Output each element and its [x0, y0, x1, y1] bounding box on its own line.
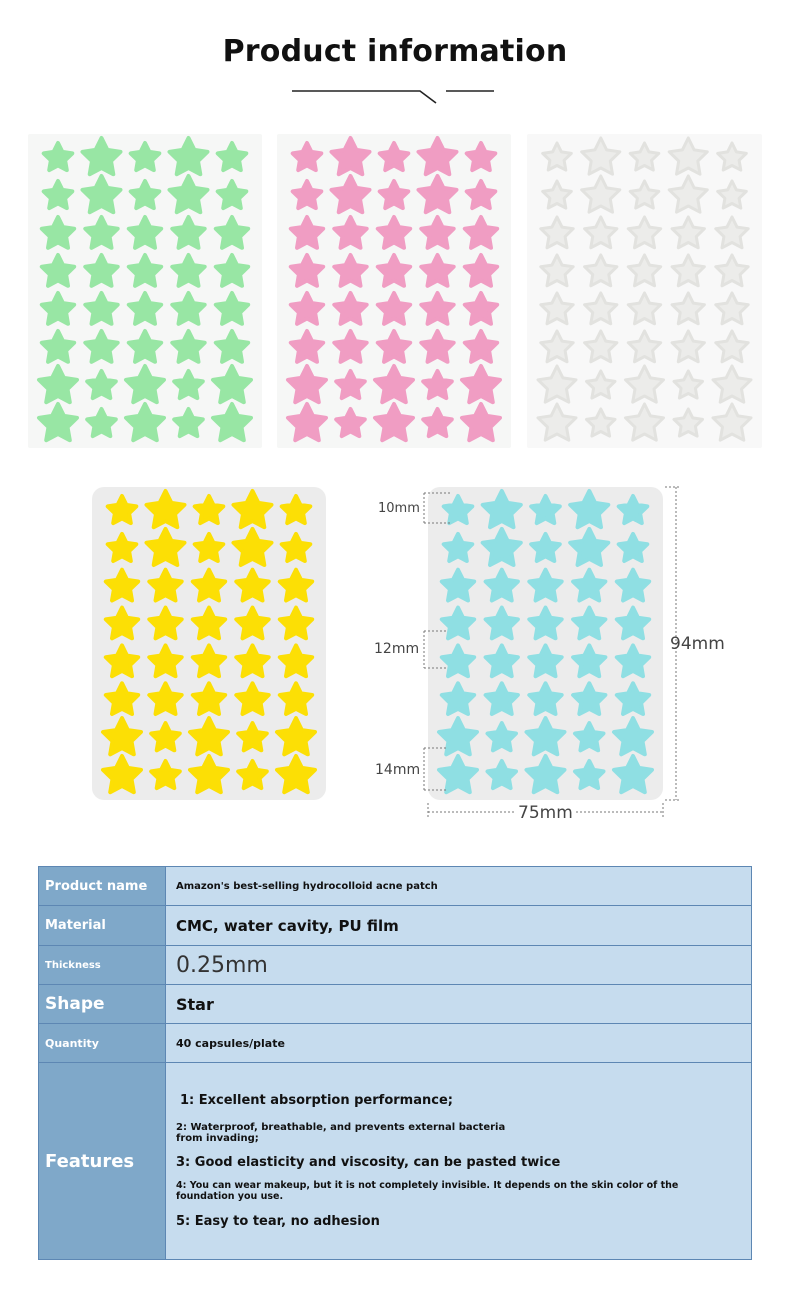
star-sticker: [147, 529, 185, 565]
star-sticker: [716, 331, 748, 362]
star-sticker: [39, 404, 77, 440]
star-sticker: [149, 683, 181, 714]
star-sticker: [193, 570, 225, 601]
star-sticker: [421, 255, 453, 286]
star-sticker: [131, 181, 160, 208]
blue-star-sheet: [428, 487, 663, 800]
star-sticker: [543, 181, 572, 208]
star-sticker: [83, 138, 121, 174]
page-title: Product information: [222, 34, 568, 69]
star-sticker: [570, 491, 608, 527]
star-sticker: [617, 683, 649, 714]
star-sticker: [336, 371, 365, 398]
star-sticker: [234, 529, 272, 565]
star-sticker: [587, 371, 616, 398]
star-sticker: [375, 366, 413, 402]
star-sticker: [83, 176, 121, 212]
star-sticker: [334, 255, 366, 286]
star-sticker: [541, 217, 573, 248]
star-sticker: [378, 255, 410, 286]
star-sticker: [575, 761, 604, 788]
star-sticker: [334, 217, 366, 248]
star-sticker: [486, 570, 518, 601]
star-sticker: [573, 608, 605, 639]
star-sticker: [444, 496, 473, 523]
spec-value-quantity: 40 capsules/plate: [166, 1024, 752, 1063]
star-sticker: [465, 331, 497, 362]
star-sticker: [630, 181, 659, 208]
dimension-label-large: 14mm: [375, 762, 421, 778]
star-sticker: [193, 608, 225, 639]
spec-row-shape: [39, 985, 752, 1024]
star-sticker: [172, 331, 204, 362]
star-sticker: [486, 683, 518, 714]
star-sticker: [713, 366, 751, 402]
star-sticker: [106, 683, 138, 714]
spec-row-features: [39, 1063, 752, 1260]
spec-label-thickness: Thickness: [39, 946, 166, 985]
star-sticker: [151, 723, 180, 750]
star-sticker: [87, 409, 116, 436]
star-sticker: [149, 570, 181, 601]
star-sticker: [236, 683, 268, 714]
star-sticker: [672, 255, 704, 286]
feature-item-3: 3: Good elasticity and viscosity, can be pasted twice: [176, 1155, 561, 1170]
star-sticker: [628, 255, 660, 286]
star-sticker: [467, 181, 496, 208]
star-sticker: [672, 331, 704, 362]
star-sticker: [332, 176, 370, 212]
dimension-label-height: 94mm: [670, 634, 725, 654]
star-sticker: [628, 217, 660, 248]
star-sticker: [421, 331, 453, 362]
star-sticker: [419, 138, 457, 174]
star-sticker: [44, 143, 73, 170]
star-sticker: [421, 217, 453, 248]
star-sticker: [628, 293, 660, 324]
star-sticker: [85, 217, 117, 248]
star-sticker: [585, 331, 617, 362]
feature-item-4-continued: foundation you use.: [176, 1191, 284, 1202]
star-sticker: [106, 608, 138, 639]
star-sticker: [149, 645, 181, 676]
star-sticker: [234, 491, 272, 527]
star-sticker: [172, 255, 204, 286]
star-sticker: [541, 331, 573, 362]
star-sticker: [216, 293, 248, 324]
star-sticker: [617, 608, 649, 639]
star-sticker: [575, 723, 604, 750]
star-sticker: [147, 491, 185, 527]
spec-row-product-name: [39, 867, 752, 906]
star-sticker: [280, 608, 312, 639]
star-sticker: [543, 143, 572, 170]
star-sticker: [529, 645, 561, 676]
star-sticker: [378, 331, 410, 362]
feature-item-2-continued: from invading;: [176, 1133, 259, 1144]
star-sticker: [42, 331, 74, 362]
spec-row-quantity: [39, 1024, 752, 1063]
star-sticker: [582, 176, 620, 212]
star-sticker: [190, 756, 228, 792]
star-sticker: [103, 718, 141, 754]
feature-item-5: 5: Easy to tear, no adhesion: [176, 1214, 380, 1229]
star-sticker: [291, 255, 323, 286]
star-sticker: [172, 217, 204, 248]
star-sticker: [129, 293, 161, 324]
feature-item-4: 4: You can wear makeup, but it is not completely invisible. It depends on the skin color of the: [176, 1180, 679, 1191]
star-sticker: [195, 496, 224, 523]
star-sticker: [213, 404, 251, 440]
star-sticker: [465, 293, 497, 324]
star-sticker: [541, 255, 573, 286]
star-sticker: [421, 293, 453, 324]
star-sticker: [439, 718, 477, 754]
spec-label-product-name: Product name: [39, 867, 166, 906]
star-sticker: [614, 718, 652, 754]
spec-value-shape: Star: [166, 985, 752, 1024]
green-star-sheet: [28, 134, 262, 448]
star-sticker: [126, 404, 164, 440]
star-sticker: [716, 255, 748, 286]
star-sticker: [718, 143, 747, 170]
star-sticker: [538, 366, 576, 402]
star-sticker: [465, 255, 497, 286]
star-sticker: [236, 645, 268, 676]
star-sticker: [334, 293, 366, 324]
star-sticker: [216, 255, 248, 286]
star-sticker: [218, 181, 247, 208]
star-sticker: [170, 138, 208, 174]
star-sticker: [106, 570, 138, 601]
star-sticker: [332, 138, 370, 174]
star-sticker: [238, 723, 267, 750]
star-sticker: [669, 138, 707, 174]
star-sticker: [617, 570, 649, 601]
star-sticker: [380, 181, 409, 208]
star-sticker: [131, 143, 160, 170]
star-sticker: [531, 496, 560, 523]
star-sticker: [531, 534, 560, 561]
star-sticker: [291, 331, 323, 362]
star-sticker: [238, 761, 267, 788]
star-sticker: [87, 371, 116, 398]
star-sticker: [674, 371, 703, 398]
star-sticker: [672, 293, 704, 324]
star-sticker: [42, 255, 74, 286]
star-sticker: [336, 409, 365, 436]
yellow-star-sheet: [92, 487, 326, 800]
star-sticker: [585, 293, 617, 324]
star-sticker: [378, 217, 410, 248]
star-sticker: [442, 608, 474, 639]
spec-row-material: [39, 906, 752, 946]
star-sticker: [288, 404, 326, 440]
star-sticker: [293, 143, 322, 170]
star-sticker: [630, 143, 659, 170]
star-sticker: [529, 683, 561, 714]
spec-value-material: CMC, water cavity, PU film: [166, 906, 752, 946]
star-sticker: [282, 534, 311, 561]
dimension-label-small: 10mm: [378, 501, 420, 516]
star-sticker: [42, 217, 74, 248]
star-sticker: [423, 371, 452, 398]
star-sticker: [174, 371, 203, 398]
dimension-label-medium: 12mm: [374, 641, 420, 657]
star-sticker: [442, 683, 474, 714]
star-sticker: [582, 138, 620, 174]
star-sticker: [573, 683, 605, 714]
star-sticker: [277, 756, 315, 792]
spec-label-material: Material: [39, 906, 166, 946]
star-sticker: [108, 534, 137, 561]
star-sticker: [442, 570, 474, 601]
title-underline-decoration: [290, 82, 500, 106]
star-sticker: [573, 570, 605, 601]
star-sticker: [486, 645, 518, 676]
star-sticker: [236, 608, 268, 639]
pink-star-sheet: [277, 134, 511, 448]
star-sticker: [293, 181, 322, 208]
star-sticker: [129, 255, 161, 286]
star-sticker: [716, 293, 748, 324]
star-sticker: [614, 756, 652, 792]
star-sticker: [442, 645, 474, 676]
spec-label-quantity: Quantity: [39, 1024, 166, 1063]
star-sticker: [439, 756, 477, 792]
star-sticker: [488, 761, 517, 788]
star-sticker: [527, 756, 565, 792]
star-sticker: [619, 496, 648, 523]
star-sticker: [619, 534, 648, 561]
star-sticker: [108, 496, 137, 523]
star-sticker: [291, 217, 323, 248]
star-sticker: [129, 217, 161, 248]
star-sticker: [573, 645, 605, 676]
star-sticker: [465, 217, 497, 248]
star-sticker: [85, 331, 117, 362]
star-sticker: [467, 143, 496, 170]
star-sticker: [483, 529, 521, 565]
star-sticker: [103, 756, 141, 792]
spec-value-features: [166, 1063, 752, 1260]
star-sticker: [193, 645, 225, 676]
star-sticker: [218, 143, 247, 170]
star-sticker: [216, 217, 248, 248]
star-sticker: [669, 176, 707, 212]
star-sticker: [483, 491, 521, 527]
star-sticker: [85, 293, 117, 324]
star-sticker: [42, 293, 74, 324]
spec-label-features: Features: [39, 1063, 166, 1260]
star-sticker: [44, 181, 73, 208]
star-sticker: [280, 683, 312, 714]
star-sticker: [617, 645, 649, 676]
star-sticker: [190, 718, 228, 754]
star-sticker: [585, 217, 617, 248]
star-sticker: [538, 404, 576, 440]
star-sticker: [149, 608, 181, 639]
star-sticker: [280, 570, 312, 601]
star-sticker: [236, 570, 268, 601]
star-sticker: [126, 366, 164, 402]
star-sticker: [151, 761, 180, 788]
star-sticker: [628, 331, 660, 362]
star-sticker: [626, 366, 664, 402]
star-sticker: [716, 217, 748, 248]
star-sticker: [674, 409, 703, 436]
star-sticker: [587, 409, 616, 436]
spec-value-product-name: Amazon's best-selling hydrocolloid acne patch: [166, 867, 752, 906]
star-sticker: [216, 331, 248, 362]
star-sticker: [585, 255, 617, 286]
star-sticker: [486, 608, 518, 639]
star-sticker: [106, 645, 138, 676]
star-sticker: [462, 404, 500, 440]
star-sticker: [423, 409, 452, 436]
spec-value-thickness: 0.25mm: [166, 946, 752, 985]
star-sticker: [195, 534, 224, 561]
star-sticker: [529, 608, 561, 639]
spec-row-thickness: [39, 946, 752, 985]
star-sticker: [334, 331, 366, 362]
star-sticker: [193, 683, 225, 714]
star-sticker: [713, 404, 751, 440]
star-sticker: [419, 176, 457, 212]
star-sticker: [444, 534, 473, 561]
star-sticker: [380, 143, 409, 170]
star-sticker: [570, 529, 608, 565]
star-sticker: [85, 255, 117, 286]
star-sticker: [288, 366, 326, 402]
star-sticker: [277, 718, 315, 754]
star-sticker: [129, 331, 161, 362]
star-sticker: [170, 176, 208, 212]
star-sticker: [291, 293, 323, 324]
star-sticker: [527, 718, 565, 754]
feature-item-2: 2: Waterproof, breathable, and prevents external bacteria: [176, 1122, 506, 1133]
white-star-sheet: [527, 134, 762, 448]
star-sticker: [174, 409, 203, 436]
spec-label-shape: Shape: [39, 985, 166, 1024]
star-sticker: [626, 404, 664, 440]
spec-table: [38, 866, 752, 1260]
star-sticker: [213, 366, 251, 402]
star-sticker: [488, 723, 517, 750]
star-sticker: [462, 366, 500, 402]
star-sticker: [280, 645, 312, 676]
star-sticker: [172, 293, 204, 324]
star-sticker: [718, 181, 747, 208]
feature-item-1: 1: Excellent absorption performance;: [180, 1093, 453, 1108]
star-sticker: [672, 217, 704, 248]
star-sticker: [39, 366, 77, 402]
star-sticker: [375, 404, 413, 440]
star-sticker: [541, 293, 573, 324]
dimension-label-width: 75mm: [518, 803, 573, 823]
star-sticker: [529, 570, 561, 601]
star-sticker: [378, 293, 410, 324]
star-sticker: [282, 496, 311, 523]
